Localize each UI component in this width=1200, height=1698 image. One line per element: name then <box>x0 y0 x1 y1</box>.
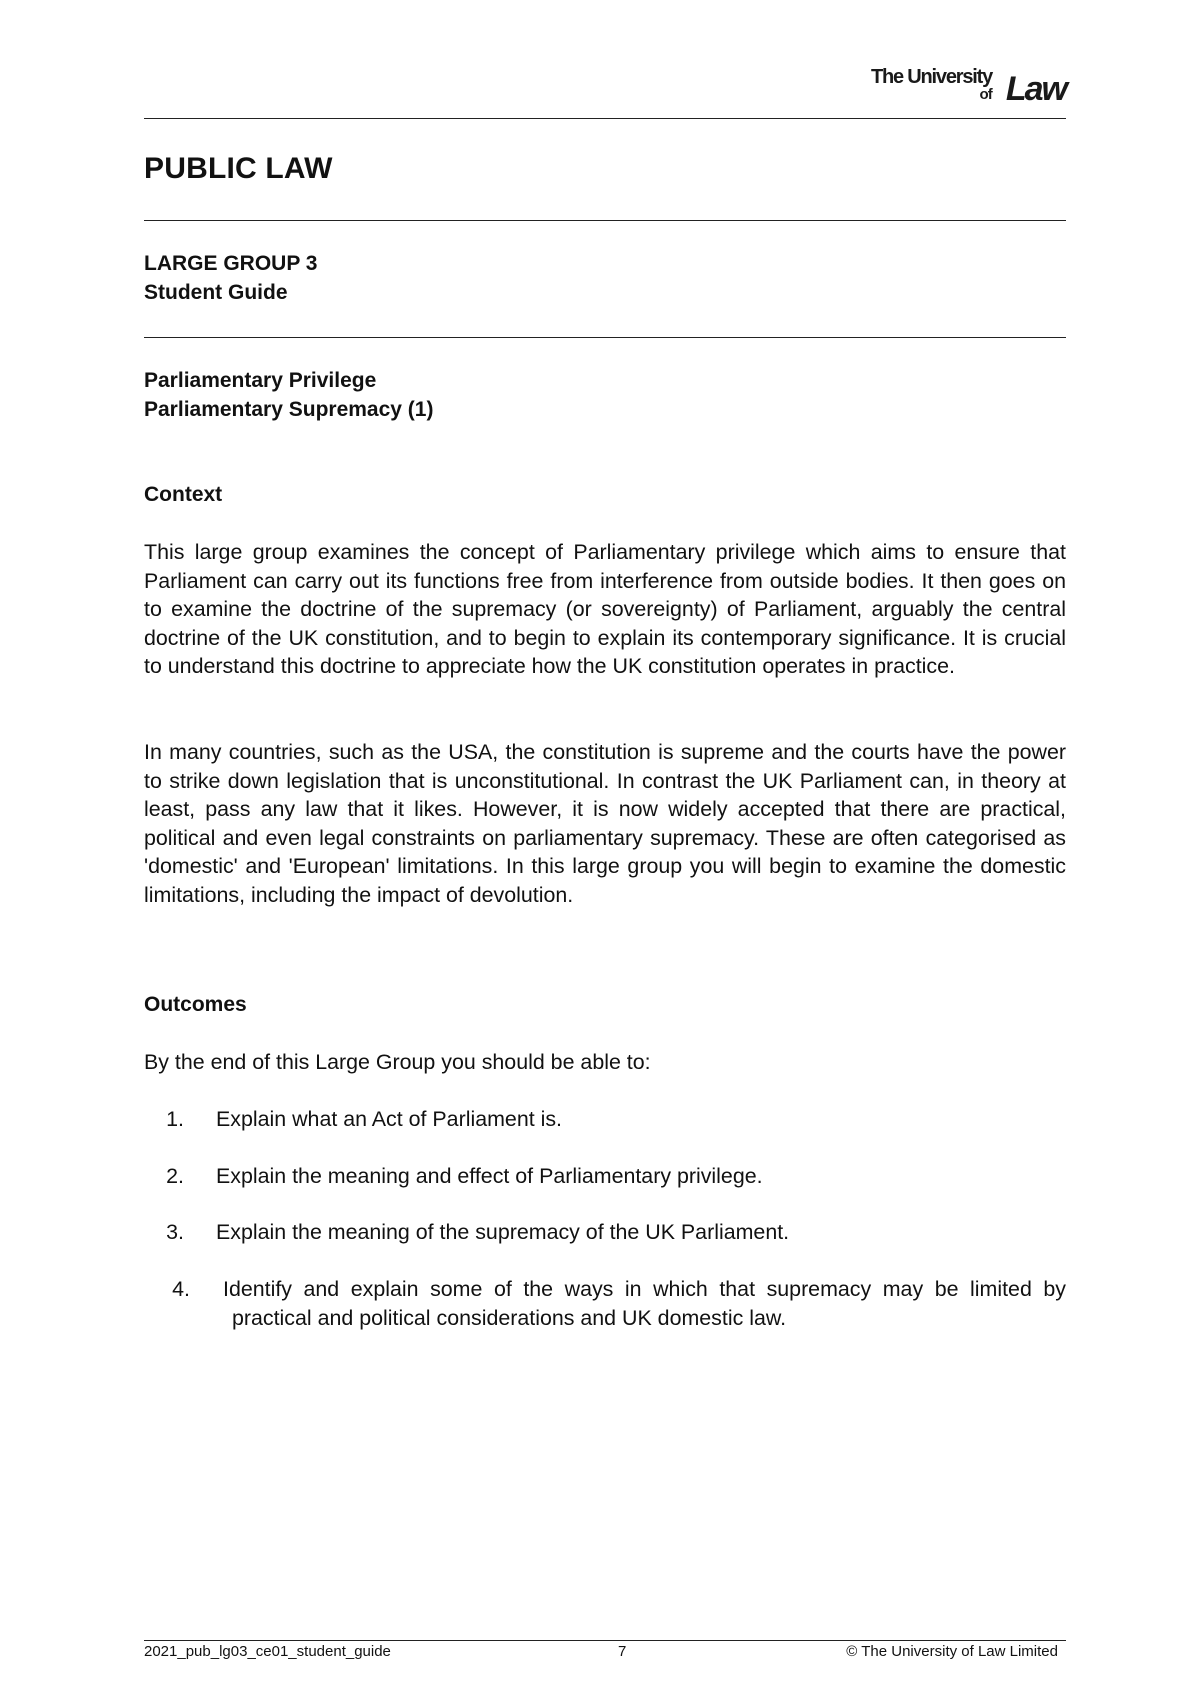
guide-label: Student Guide <box>144 281 288 304</box>
outcomes-intro: By the end of this Large Group you should be able to: <box>144 1050 651 1074</box>
logo-line-law: Law <box>1005 70 1066 108</box>
footer-copyright: © The University of Law Limited <box>846 1643 1058 1660</box>
outcome-text: Explain the meaning of the supremacy of the UK Parliament. <box>216 1220 790 1244</box>
logo-line-of: of <box>979 86 992 103</box>
header-rule <box>144 118 1066 119</box>
outcome-number: 1. <box>166 1107 184 1131</box>
footer-page-number: 7 <box>618 1643 627 1660</box>
logo-line-the-university: The University <box>870 66 992 88</box>
course-title: PUBLIC LAW <box>144 152 333 185</box>
outcome-number: 2. <box>166 1164 184 1188</box>
page-footer <box>144 1643 1066 1663</box>
outcome-text-body: Identify and explain some of the ways in which that supremacy may be limited by practical and political considerations and UK domestic law. <box>223 1277 1066 1330</box>
topic-parliamentary-supremacy: Parliamentary Supremacy (1) <box>144 398 434 421</box>
footer-rule <box>144 1640 1066 1641</box>
context-paragraph-1: This large group examines the concept of Parliamentary privilege which aims to ensure that Parliament can carry out its functions free from interference from outside bodies. It then goes on to examine the doctrine of the supremacy (or sovereignty) of Parliament, arguably the central doctrine of the UK constitution, and to begin to explain its contemporary significance. It is crucial to understand this doctrine to appreciate how the UK constitution operates in practice. <box>144 540 1066 679</box>
session-label: LARGE GROUP 3 <box>144 252 318 275</box>
context-paragraph-2: In many countries, such as the USA, the constitution is supreme and the courts have the power to strike down legislation that is unconstitutional. In contrast the UK Parliament can, in theory at least, pass any law that it likes. However, it is now widely accepted that there are practical, political and even legal constraints on parliamentary supremacy. These are often categorised as 'domestic' and 'European' limitations. In this large group you will begin to examine the domestic limitations, including the impact of devolution. <box>144 740 1066 907</box>
outcome-text: Explain what an Act of Parliament is. <box>216 1107 562 1131</box>
title-rule <box>144 220 1066 221</box>
outcome-text: Explain the meaning and effect of Parliamentary privilege. <box>216 1164 763 1188</box>
outcome-text <box>223 1275 1066 1332</box>
outcome-number: 3. <box>166 1220 184 1244</box>
session-rule <box>144 337 1066 338</box>
footer-document-id: 2021_pub_lg03_ce01_student_guide <box>144 1643 391 1660</box>
context-heading: Context <box>144 483 223 506</box>
university-of-law-logo <box>856 62 1066 108</box>
document-page <box>144 0 1066 1698</box>
outcome-number: 4. <box>172 1277 190 1301</box>
topic-parliamentary-privilege: Parliamentary Privilege <box>144 369 377 392</box>
outcomes-heading: Outcomes <box>144 993 247 1016</box>
